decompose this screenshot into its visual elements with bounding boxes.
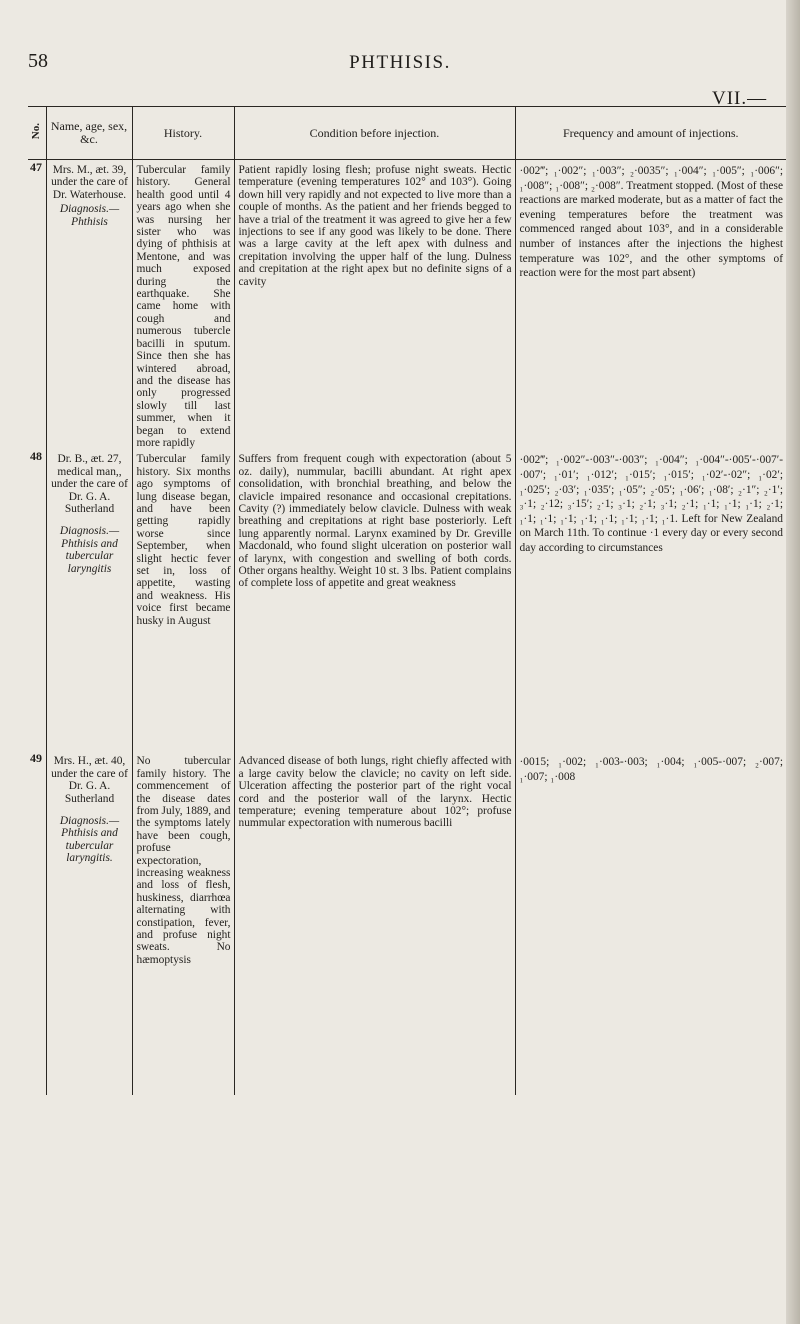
diagnosis: Diagnosis.— Phthisis and tubercular laryngitis: [59, 525, 120, 575]
section-label: VII.—: [712, 88, 768, 109]
case-number: 48: [30, 449, 42, 464]
diagnosis: Diagnosis.— Phthisis and tubercular laryngitis.: [59, 814, 120, 865]
patient-cell: [46, 160, 132, 450]
frequency-cell: ·002‴; ₁·002″; ₁·003″; ₂·0035″; ₁·004″; ₁·005″; ₁·006″; ₁·008″; ₁·008″; ₂·008″. Treatment stopped. (Most of these reactions are marked moderate, but as a matter of fact the evening temperatures before the treatment was commenced ranged about 103°, and in a considerable number of instances after the injections the highest temperature was 102°, and the other symptoms of reaction were for the most part absent): [515, 160, 786, 450]
case-number: 47: [30, 160, 42, 174]
column-header-history: History.: [132, 107, 234, 160]
condition-cell: Advanced disease of both lungs, right chiefly affected with a large cavity below the clavicle; no cavity on left side. Ulceration affecting the posterior part of the right vocal cord and the posterior wall of the larynx. Hectic temperature; evening temperature about 102°; profuse nummular expectoration with numerous bacilli: [234, 751, 515, 1095]
patient-name: Mrs. M., æt. 39, under the care of Dr. Waterhouse.: [51, 164, 128, 201]
diagnosis: Diagnosis.— Phthisis: [59, 203, 120, 228]
patient-name: Mrs. H., æt. 40, under the care of Dr. G. A. Sutherland: [51, 755, 128, 805]
history-cell: Tubercular family history. General health good until 4 years ago when she was nursing her sister who was dying of phthisis at Mentone, and was much exposed during the earthquake. She came home with cough and numerous tubercle bacilli in sputum. Since then she has wintered abroad, and the disease has only progressed slowly till last summer, when it began to extend more rapidly: [132, 160, 234, 450]
patient-name: Dr. B., æt. 27, medical man,, under the care of Dr. G. A. Sutherland: [51, 453, 128, 515]
condition-cell: Patient rapidly losing flesh; profuse night sweats. Hectic temperature (evening temperatures 102° and 103°). Going down hill very rapidly and not expected to live more than a couple of months. As the patient and her friends begged to have a trial of the treatment it was agreed to give her a few injections to see if any good was likely to be done. There was a large cavity at the left apex with dulness and crepitation involving the upper half of the lung. Dulness and crepitation at the right apex but no definite signs of a cavity: [234, 160, 515, 450]
table-row: [28, 751, 786, 1095]
table-row: [28, 160, 786, 450]
table-header-row: [28, 107, 786, 160]
history-cell: No tubercular family history. The commencement of the disease dates from July, 1889, and the symptoms lately have been cough, profuse expectoration, increasing weakness and loss of flesh, huskiness, diarrhœa alternating with constipation, fever, and profuse night sweats. No hæmoptysis: [132, 751, 234, 1095]
column-header-name: Name, age, sex, &c.: [46, 107, 132, 160]
page-number: 58: [28, 50, 48, 72]
table-row: [28, 449, 786, 751]
patient-cell: [46, 751, 132, 1095]
case-number: 49: [30, 751, 42, 766]
running-head: PHTHISIS.: [349, 52, 451, 73]
history-cell: Tubercular family history. Six months ago symptoms of lung disease began, and have been getting rapidly worse since September, when slight hectic fever set in, loss of appetite, wasting and weakness. His voice first became husky in August: [132, 449, 234, 751]
column-header-condition: Condition before injection.: [234, 107, 515, 160]
condition-cell: Suffers from frequent cough with expectoration (about 5 oz. daily), nummular, bacilli abundant. At right apex consolidation, with bronchial breathing, and below the clavicle impaired resonance and occasional crepitations. Cavity (?) immediately below clavicle. Dulness with weak breathing and crepitations at right base posteriorly. Left lung apparently normal. Larynx examined by Dr. Greville Macdonald, who found slight ulceration on posterior wall of larynx, with congestion and swelling of both cords. Other organs healthy. Weight 10 st. 3 lbs. Patient complains of complete loss of appetite and great weakness: [234, 449, 515, 751]
patient-cell: [46, 449, 132, 751]
frequency-cell: ·0015; ₁·002; ₁·003-·003; ₁·004; ₁·005-·007; ₂·007; ₁·007; ₁·008: [515, 751, 786, 1095]
case-table: [28, 106, 786, 1095]
column-header-no: No.: [30, 123, 43, 140]
page-edge: [786, 0, 800, 1324]
frequency-cell: ·002‴; ₁·002″-·003″-·003″; ₁·004″; ₁·004″-·005′-·007′- ·007′; ₁·01′; ₁·012′; ₁·015′; ₁·015′; ₁·02′-·02″; ₁·02′; ₁·025′; ₂·03′; ₁·035′; ₁·05″; ₂·05′; ₁·06′; ₁·08′; ₂·1″; ₂·1′; ₃·1; ₂·12; ₃·15′; ₂·1; ₃·1; ₂·1; ₃·1; ₂·1; ₁·1; ₁·1; ₁·1; ₂·1; ₁·1; ₁·1; ₁·1; ₁·1; ₁·1; ₁·1; ₁·1; ₁·1. Left for New Zealand on March 11th. To continue ·1 every day or every second day according to circumstances: [515, 449, 786, 751]
column-header-frequency: Frequency and amount of injections.: [515, 107, 786, 160]
